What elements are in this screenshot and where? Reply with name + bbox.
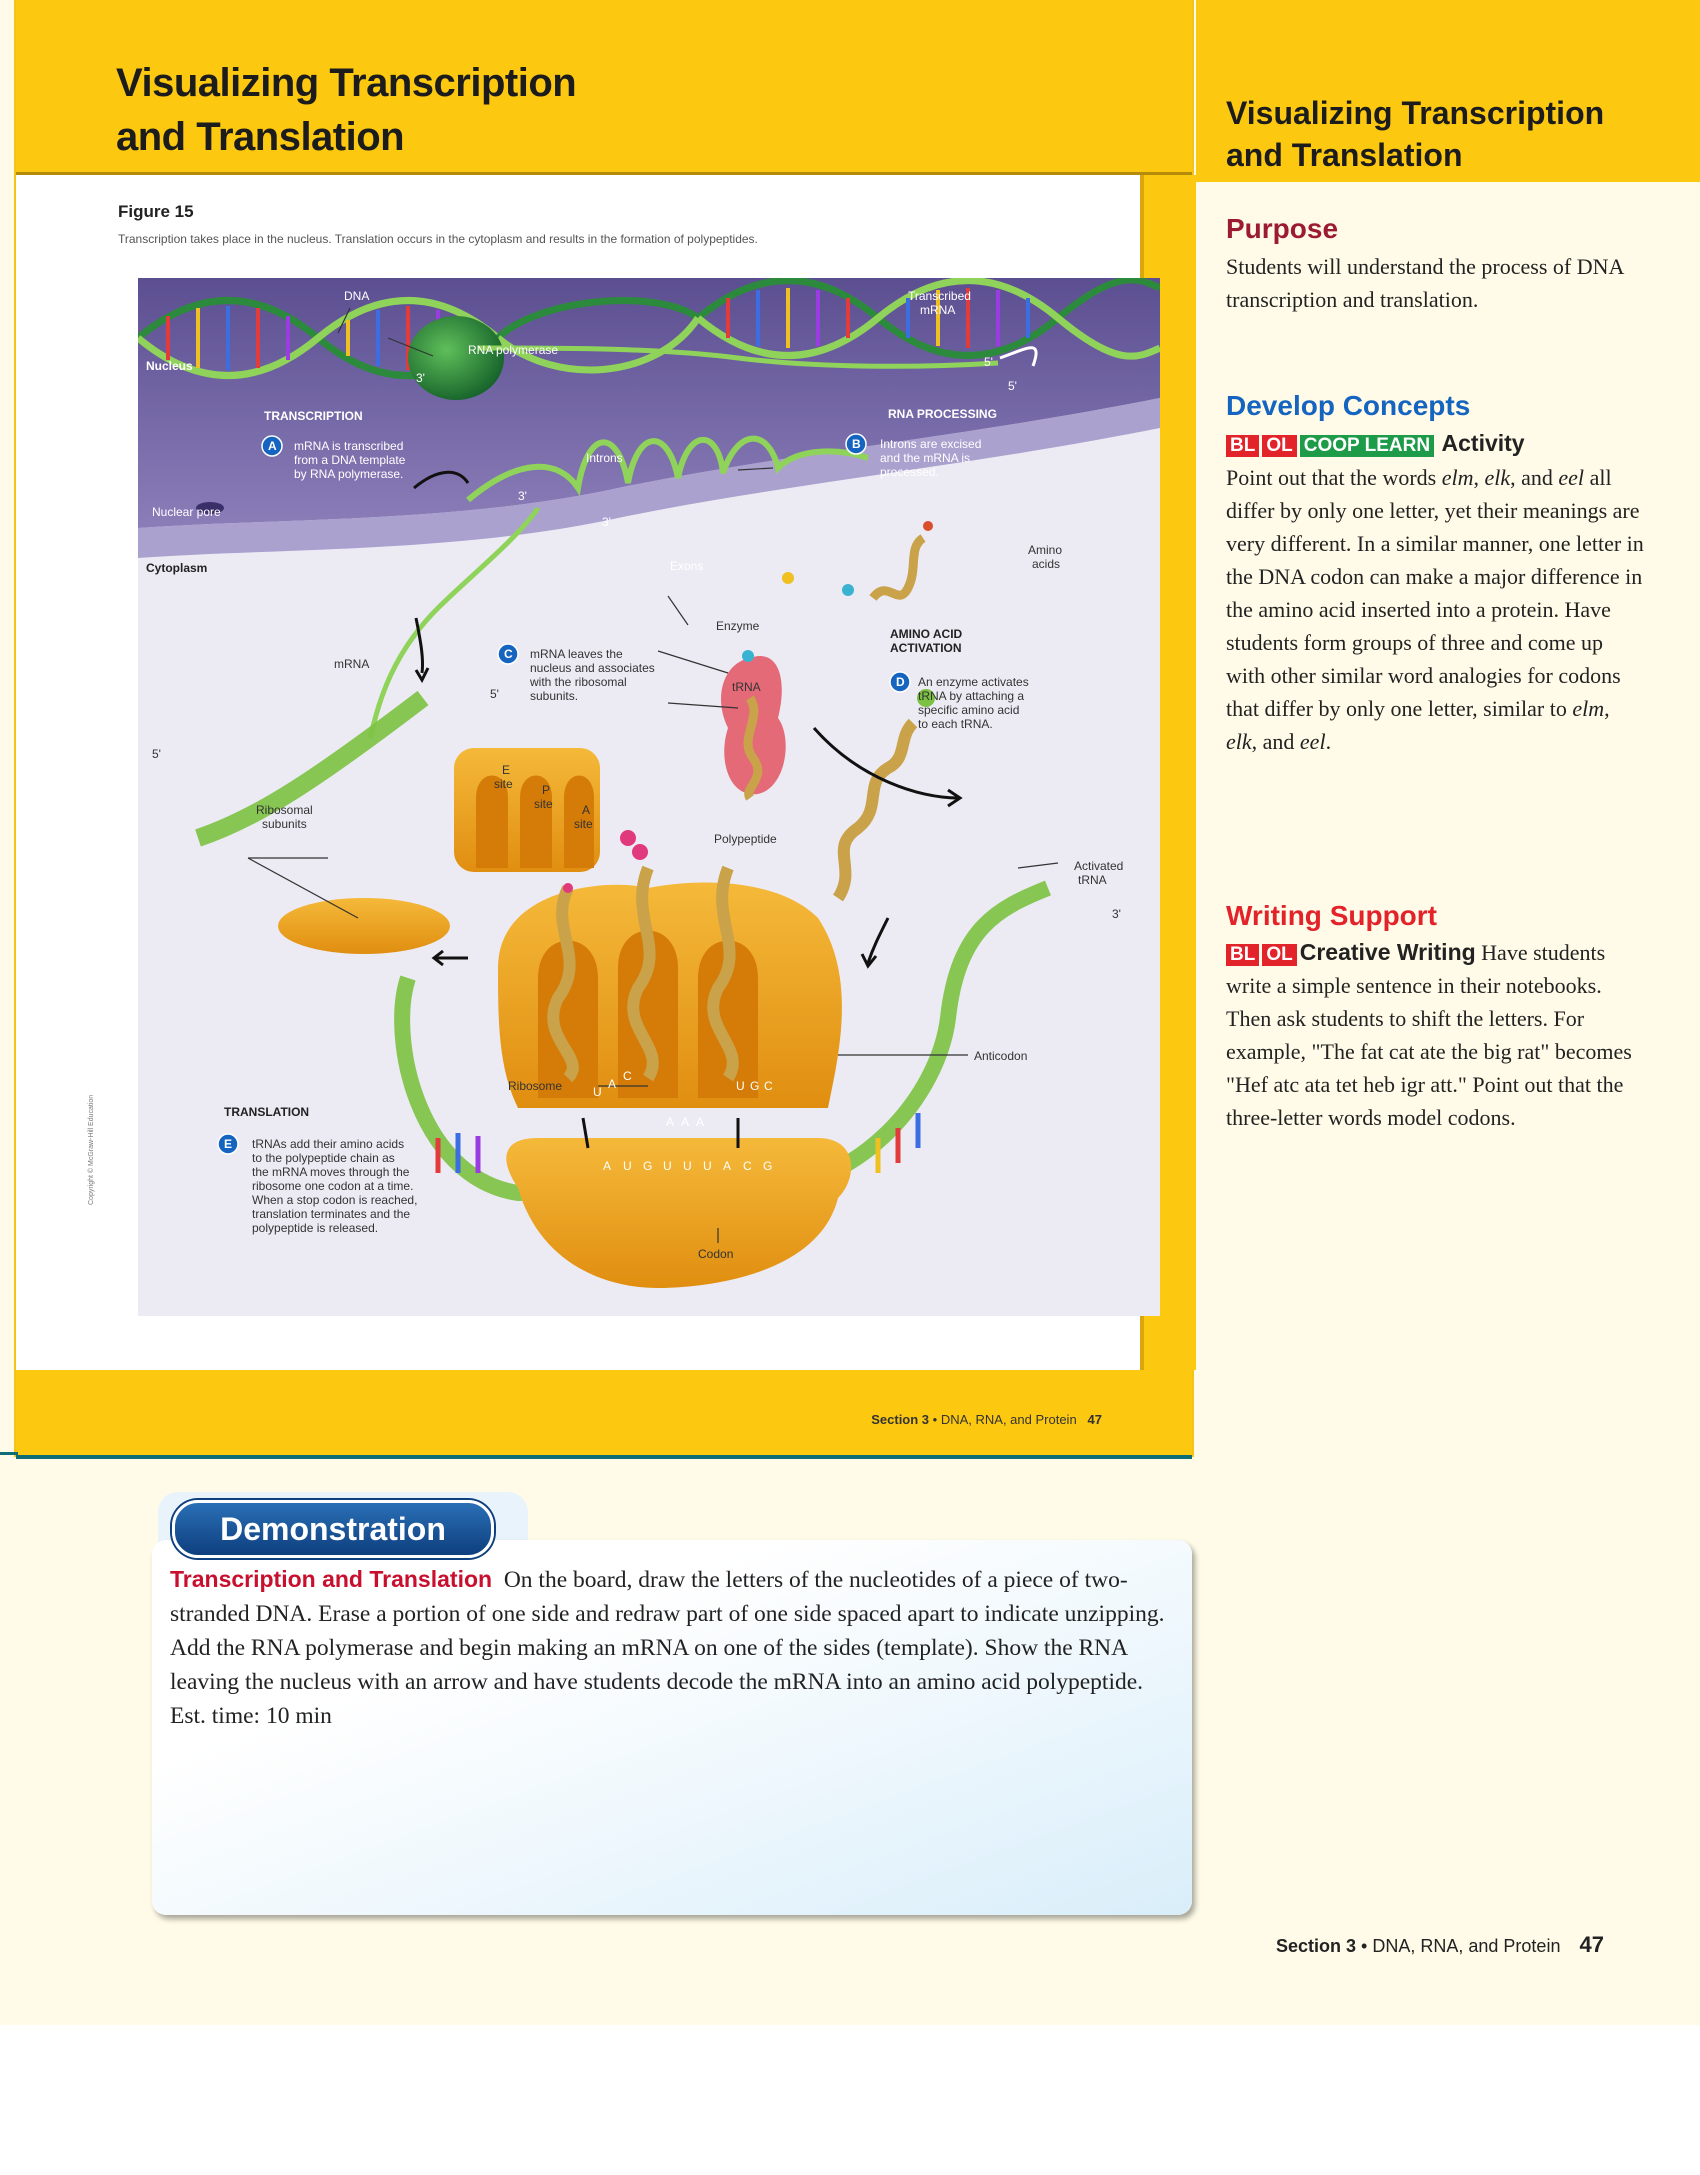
anticodon-letter: C: [764, 1079, 773, 1093]
step-b-line1: Introns are excised: [880, 437, 982, 451]
tag-bl-2: BL: [1226, 944, 1259, 966]
label-cytoplasm: Cytoplasm: [146, 561, 208, 575]
copyright-notice: Copyright © McGraw-Hill Education: [88, 1094, 95, 1205]
teacher-title: [1226, 92, 1604, 176]
demonstration-body: On the board, draw the letters of the nucleotides of a piece of two-stranded DNA. Erase a portion of one side and redraw part of one side spaced apart to indicate unzipping. Add the RNA polymerase and begin making an mRNA on one of the sides (template). Show the RNA leaving the nucleus with an arrow and have students decode the mRNA into an amino acid polypeptide. Est. time: 10 min: [170, 1567, 1165, 1729]
anticodon-letter: U: [593, 1085, 602, 1099]
polypeptide-bead: [620, 830, 636, 846]
step-d-line2: tRNA by attaching a: [918, 689, 1025, 703]
label-introns: Introns: [586, 451, 623, 465]
label-nucleus: Nucleus: [146, 359, 193, 373]
teacher-footer-bullet: •: [1361, 1936, 1368, 1956]
tag-coop-learn: COOP LEARN: [1300, 435, 1434, 457]
step-e-line1: tRNAs add their amino acids: [252, 1137, 405, 1151]
purpose-heading: Purpose: [1226, 213, 1339, 244]
label-5prime-b: 5': [1008, 379, 1017, 393]
label-transcription-head: TRANSCRIPTION: [264, 409, 363, 423]
anticodon-letter: A: [608, 1077, 617, 1091]
step-e-line5: When a stop codon is reached,: [252, 1193, 418, 1207]
mrna-letter: U: [623, 1159, 632, 1173]
develop-concepts-text: Point out that the words elm, elk, and eel all differ by only one letter, yet their meanings are very different. In a similar manner, one letter in the DNA codon can make a major difference in the amino acid inserted into a protein. Have students form groups of three and come up with other similar word analogies for codons that differ by only one letter, similar to elm, elk, and eel.: [1226, 465, 1644, 754]
transcription-translation-figure: [138, 278, 1160, 1316]
step-d-letter: D: [896, 675, 905, 689]
teacher-page-footer: [1276, 1932, 1604, 1958]
teacher-title-band: [1196, 0, 1700, 182]
word-elk-2: elk: [1226, 729, 1252, 754]
step-e-line6: translation terminates and the: [252, 1207, 411, 1221]
label-activated-2: tRNA: [1078, 873, 1107, 887]
mrna-letter: C: [743, 1159, 752, 1173]
anticodon-letter: U: [736, 1079, 745, 1093]
demonstration-text: [170, 1562, 1170, 1733]
label-p-site-1: P: [542, 783, 551, 797]
teacher-title-line1: Visualizing Transcription: [1226, 95, 1605, 131]
small-ribosomal-subunit: [278, 898, 450, 954]
label-amino-2: acids: [1032, 557, 1061, 571]
develop-tags-row: [1226, 430, 1525, 457]
word-eel-2: eel: [1299, 729, 1326, 754]
demonstration-label-pill: [172, 1500, 494, 1558]
rna-polymerase-shape: [408, 316, 504, 400]
writing-support-text: BL OL Creative Writing Have students write a simple sentence in their notebooks. Then ask students to shift the letters. For example, "The fat cat ate the big rat" becomes "Hef atc ata tet heb igr att." Point out that the three-letter words model codons.: [1226, 939, 1632, 1130]
tag-ol-2: OL: [1262, 944, 1296, 966]
step-c-line2: nucleus and associates: [530, 661, 655, 675]
teacher-footer-page: 47: [1579, 1932, 1604, 1957]
develop-concepts-heading: Develop Concepts: [1226, 390, 1471, 421]
step-e-letter: E: [224, 1137, 233, 1151]
label-5prime-a: 5': [984, 355, 993, 369]
teacher-footer-topic: DNA, RNA, and Protein: [1372, 1936, 1561, 1956]
label-dna: DNA: [344, 289, 370, 303]
demonstration-lead: Transcription and Translation: [170, 1566, 493, 1592]
label-trna: tRNA: [732, 680, 761, 694]
label-transcribed-1: Transcribed: [908, 289, 971, 303]
step-a-line1: mRNA is transcribed: [294, 439, 404, 453]
step-e-line4: ribosome one codon at a time.: [252, 1179, 414, 1193]
step-c-line3: with the ribosomal: [530, 675, 627, 689]
step-e-line3: the mRNA moves through the: [252, 1165, 410, 1179]
tag-ol: OL: [1262, 435, 1296, 457]
student-footer-bullet: •: [932, 1412, 938, 1427]
anticodon-letter: A: [666, 1115, 675, 1129]
demonstration-label: Demonstration: [220, 1511, 446, 1547]
student-title-line2: and Translation: [116, 115, 405, 159]
step-a-letter: A: [268, 439, 277, 453]
anticodon-letter: C: [623, 1069, 632, 1083]
label-codon: Codon: [698, 1247, 734, 1261]
student-page: [16, 0, 1192, 1455]
step-d-line1: An enzyme activates: [918, 675, 1029, 689]
label-rna-polymerase: RNA polymerase: [468, 343, 559, 357]
label-3prime-d: 3': [1112, 907, 1121, 921]
label-p-site-2: site: [534, 797, 553, 811]
step-a-line3: by RNA polymerase.: [294, 467, 404, 481]
student-title-line1: Visualizing Transcription: [116, 61, 577, 105]
figure-caption: Transcription takes place in the nucleus. Translation occurs in the cytoplasm and results in the formation of polypeptides.: [118, 232, 758, 246]
label-activation-1: AMINO ACID: [890, 627, 963, 641]
activity-label: Activity: [1441, 430, 1525, 456]
label-activation-2: ACTIVATION: [890, 641, 962, 655]
mrna-letter: U: [683, 1159, 692, 1173]
label-ribosomal-1: Ribosomal: [256, 803, 313, 817]
label-a-site-2: site: [574, 817, 593, 831]
label-polypeptide: Polypeptide: [714, 832, 777, 846]
tag-bl: BL: [1226, 435, 1259, 457]
label-5prime-d: 5': [152, 747, 161, 761]
step-b-letter: B: [852, 437, 861, 451]
mrna-letter: G: [643, 1159, 653, 1173]
mrna-letter: A: [603, 1159, 612, 1173]
label-transcribed-2: mRNA: [920, 303, 956, 317]
creative-writing-label: Creative Writing: [1299, 939, 1476, 965]
student-footer: [16, 1370, 1192, 1459]
label-e-site-2: site: [494, 777, 513, 791]
label-a-site-1: A: [582, 803, 591, 817]
step-d-line4: to each tRNA.: [918, 717, 993, 731]
label-anticodon: Anticodon: [974, 1049, 1028, 1063]
mrna-letter: U: [703, 1159, 712, 1173]
anticodon-letter: G: [750, 1079, 760, 1093]
label-ribosome: Ribosome: [508, 1079, 563, 1093]
word-eel: eel: [1558, 465, 1585, 490]
figure-label: Figure 15: [118, 202, 194, 221]
teacher-footer-section: Section 3: [1276, 1936, 1357, 1956]
step-c-letter: C: [504, 647, 513, 661]
student-footer-section: Section 3: [871, 1412, 930, 1427]
step-a-line2: from a DNA template: [294, 453, 406, 467]
word-elk: elk: [1484, 465, 1511, 490]
label-mrna: mRNA: [334, 657, 370, 671]
label-exons: Exons: [670, 559, 704, 573]
student-footer-page: 47: [1087, 1412, 1102, 1427]
step-e-line7: polypeptide is released.: [252, 1221, 379, 1235]
mrna-letter: A: [723, 1159, 732, 1173]
step-c-line1: mRNA leaves the: [530, 647, 623, 661]
label-nuclear-pore: Nuclear pore: [152, 505, 221, 519]
step-b-line2: and the mRNA is: [880, 451, 971, 465]
purpose-text: Students will understand the process of DNA transcription and translation.: [1226, 254, 1624, 312]
label-amino-1: Amino: [1028, 543, 1063, 557]
label-ribosomal-2: subunits: [262, 817, 307, 831]
label-translation-head: TRANSLATION: [224, 1105, 310, 1119]
label-3prime-c: 3': [602, 515, 611, 529]
label-e-site-1: E: [502, 763, 511, 777]
student-footer-text: [871, 1412, 1102, 1427]
anticodon-letter: A: [696, 1115, 705, 1129]
mrna-letter: U: [663, 1159, 672, 1173]
student-page-title: [116, 56, 576, 164]
teacher-title-line2: and Translation: [1226, 137, 1463, 173]
step-c-line4: subunits.: [530, 689, 579, 703]
label-enzyme: Enzyme: [716, 619, 760, 633]
label-activated-1: Activated: [1074, 859, 1124, 873]
label-3prime-a: 3': [416, 371, 425, 385]
mrna-codon-letters: [603, 1159, 772, 1173]
student-footer-topic: DNA, RNA, and Protein: [940, 1412, 1077, 1427]
writing-support-heading: Writing Support: [1226, 900, 1437, 931]
word-elm-2: elm: [1572, 696, 1605, 721]
step-e-line2: to the polypeptide chain as: [252, 1151, 395, 1165]
teal-corner-mark: [0, 1452, 18, 1455]
label-5prime-c: 5': [490, 687, 499, 701]
step-d-line3: specific amino acid: [918, 703, 1020, 717]
mrna-letter: G: [763, 1159, 773, 1173]
label-rna-processing-head: RNA PROCESSING: [888, 407, 997, 421]
step-b-line3: processed.: [880, 465, 939, 479]
label-3prime-b: 3': [518, 489, 527, 503]
figure-illustration: [138, 278, 1160, 1316]
student-title-band: [16, 0, 1192, 175]
anticodon-letter: A: [681, 1115, 690, 1129]
word-elm: elm: [1441, 465, 1474, 490]
